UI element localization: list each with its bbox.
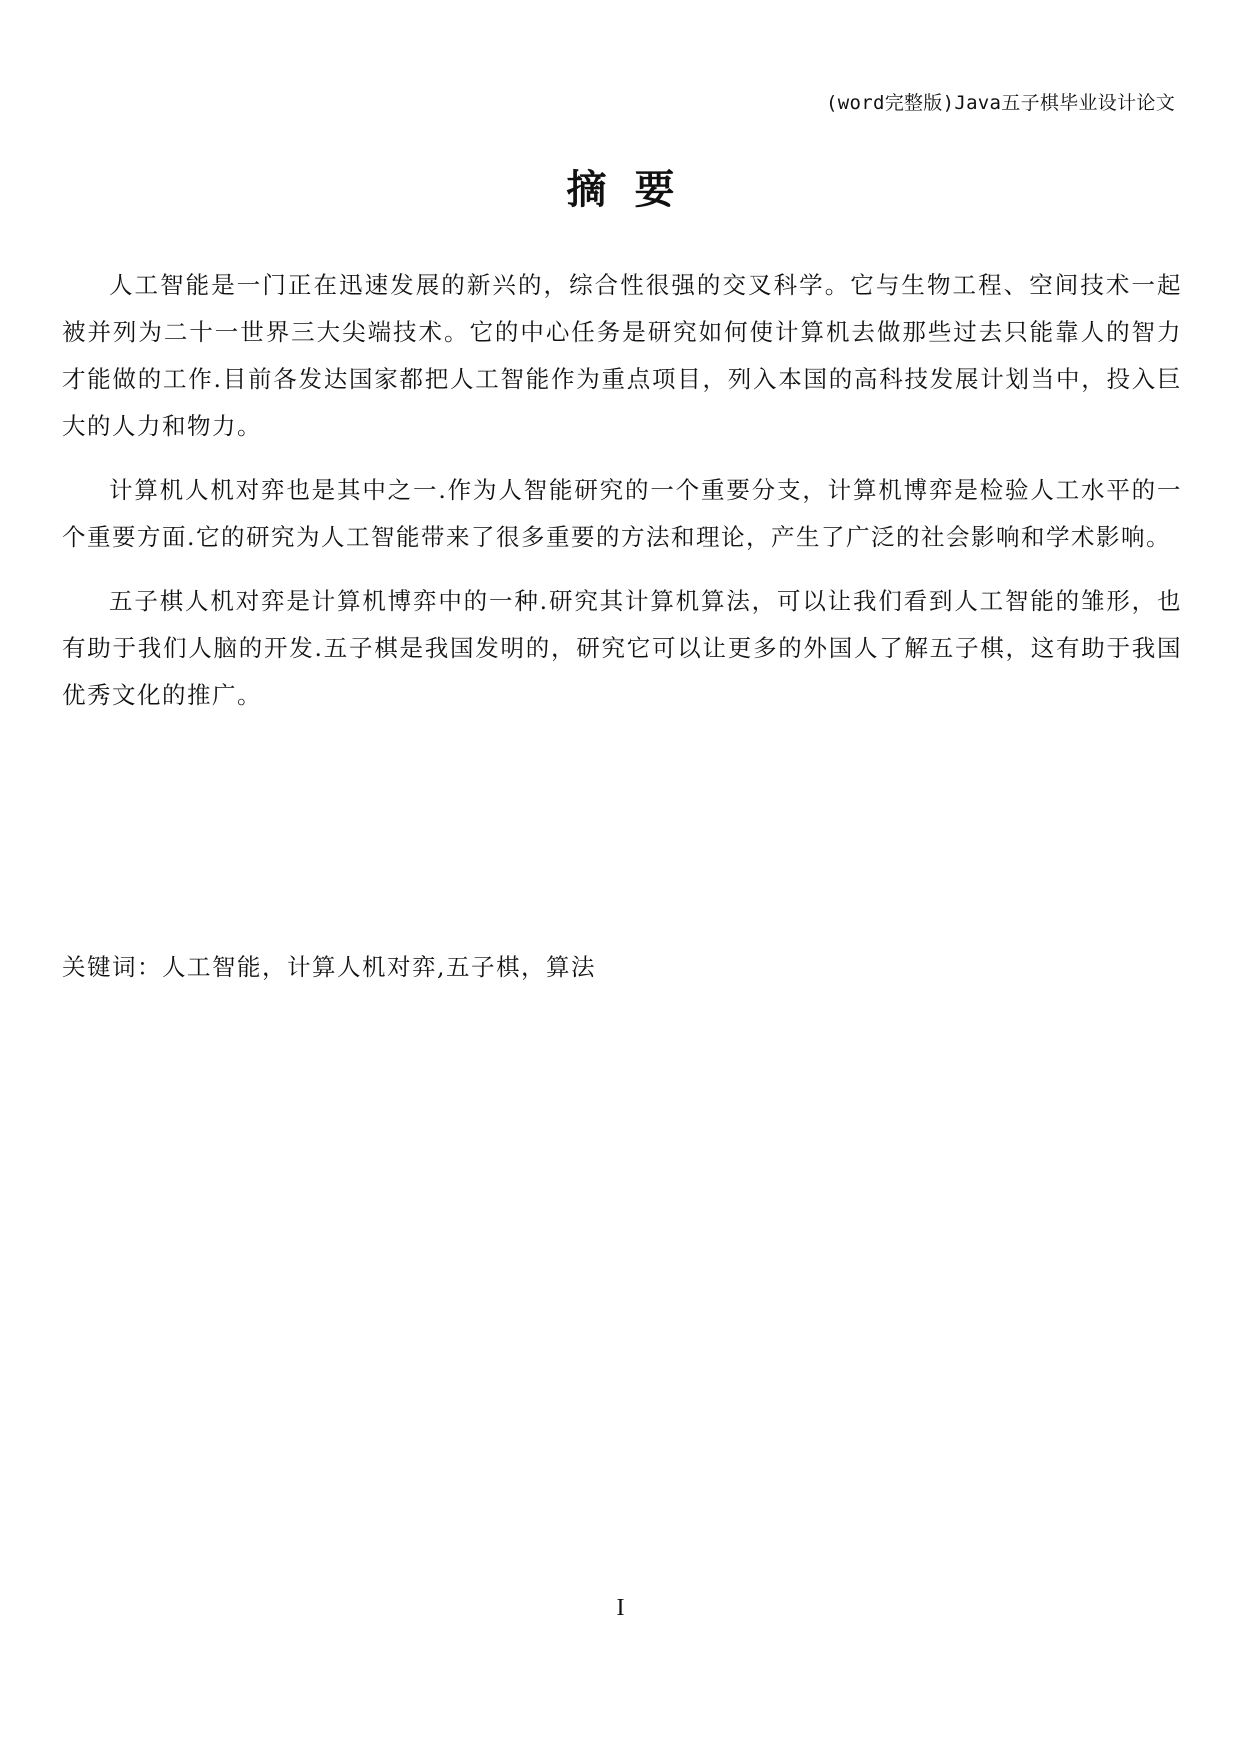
abstract-paragraph-3: 五子棋人机对弈是计算机博弈中的一种.研究其计算机算法，可以让我们看到人工智能的雏形，也有助于我们人脑的开发.五子棋是我国发明的，研究它可以让更多的外国人了解五子棋，这有助于我国优秀文化的推广。: [62, 587, 1182, 709]
abstract-paragraph-2: 计算机人机对弈也是其中之一.作为人智能研究的一个重要分支，计算机博弈是检验人工水平的一个重要方面.它的研究为人工智能带来了很多重要的方法和理论，产生了广泛的社会影响和学术影响。: [62, 476, 1182, 551]
page-title: 摘要: [566, 167, 703, 213]
running-header: (word完整版)Java五子棋毕业设计论文: [826, 92, 1175, 114]
keywords-line: 关键词：人工智能，计算人机对弈,五子棋，算法: [62, 953, 596, 981]
abstract-body: [62, 262, 1182, 736]
abstract-paragraph-1: 人工智能是一门正在迅速发展的新兴的，综合性很强的交叉科学。它与生物工程、空间技术一起被并列为二十一世界三大尖端技术。它的中心任务是研究如何使计算机去做那些过去只能靠人的智力才能做的工作.目前各发达国家都把人工智能作为重点项目，列入本国的高科技发展计划当中，投入巨大的人力和物力。: [62, 271, 1182, 440]
page-number: I: [616, 1595, 625, 1621]
